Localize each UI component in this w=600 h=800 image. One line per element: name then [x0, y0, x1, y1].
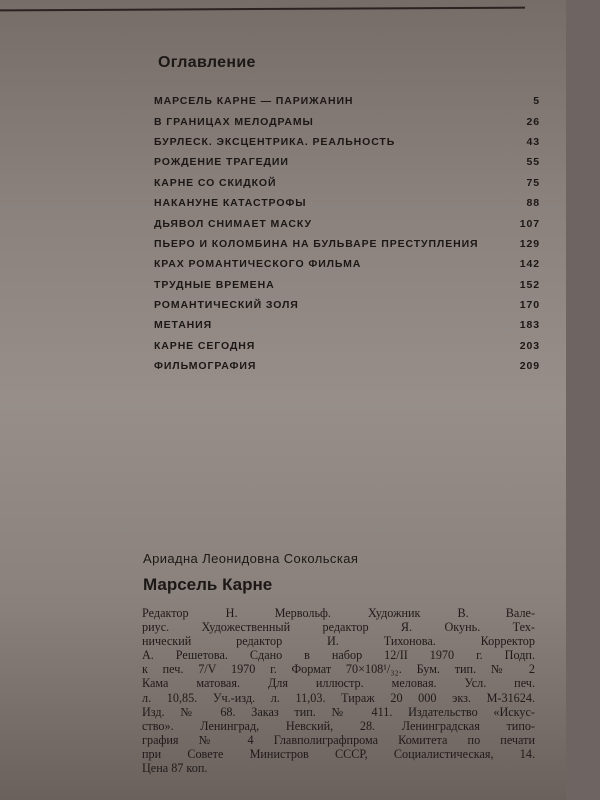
- toc-entry-page: 129: [519, 237, 540, 250]
- toc-entry-title: РОЖДЕНИЕ ТРАГЕДИИ: [154, 156, 289, 169]
- imprint-line: графия № 4 Главполиграфпрома Комитета по печати: [142, 732, 535, 747]
- imprint-line: нический редактор И. Тихонова. Корректор: [142, 634, 535, 649]
- toc-entry-title: ТРУДНЫЕ ВРЕМЕНА: [154, 278, 275, 291]
- toc-entry-page: 152: [519, 278, 540, 291]
- toc-heading: Оглавление: [158, 54, 256, 71]
- imprint-line: ство». Ленинград, Невский, 28. Ленинградская типо-: [142, 718, 535, 733]
- toc-entry: [154, 152, 540, 172]
- imprint-line: Кама матовая. Для иллюстр. меловая. Усл. печ.: [142, 676, 535, 691]
- toc-entry: [154, 213, 540, 233]
- toc-entry: [154, 336, 540, 356]
- imprint-line: к печ. 7/V 1970 г. Формат 70×108¹/₃₂. Бум. тип. № 2: [142, 662, 535, 677]
- toc-entry: [154, 275, 540, 295]
- toc-entry: [154, 295, 540, 315]
- toc-entry-title: НАКАНУНЕ КАТАСТРОФЫ: [154, 197, 307, 210]
- imprint-line: при Совете Министров СССР, Социалистическая, 14.: [142, 746, 535, 761]
- toc-entry-title: ДЬЯВОЛ СНИМАЕТ МАСКУ: [154, 217, 312, 230]
- toc-entry: [154, 356, 540, 376]
- toc-entry: [154, 254, 540, 274]
- author-name: Ариадна Леонидовна Сокольская: [143, 551, 359, 566]
- toc-entry-title: БУРЛЕСК. ЭКСЦЕНТРИКА. РЕАЛЬНОСТЬ: [154, 135, 396, 148]
- toc-entry-page: 88: [526, 197, 540, 210]
- table-of-contents: [154, 91, 540, 376]
- toc-entry-title: РОМАНТИЧЕСКИЙ ЗОЛЯ: [154, 299, 299, 312]
- toc-entry: [154, 91, 540, 111]
- toc-entry-page: 170: [519, 299, 540, 312]
- toc-entry-title: КАРНЕ СЕГОДНЯ: [154, 339, 256, 352]
- page-top-edge-line: [0, 7, 525, 12]
- toc-entry-title: ФИЛЬМОГРАФИЯ: [154, 360, 257, 373]
- toc-entry-page: 5: [533, 95, 540, 108]
- toc-entry: [154, 173, 540, 193]
- imprint-line: Изд. № 68. Заказ тип. № 411. Издательство «Искус-: [142, 704, 535, 719]
- toc-entry-title: ПЬЕРО И КОЛОМБИНА НА БУЛЬВАРЕ ПРЕСТУПЛЕНИЯ: [154, 237, 479, 250]
- toc-entry-page: 75: [526, 176, 540, 189]
- toc-entry-page: 203: [519, 339, 540, 352]
- imprint-line: А. Решетова. Сдано в набор 12/II 1970 г. Подп.: [142, 648, 535, 663]
- toc-entry-title: КАРНЕ СО СКИДКОЙ: [154, 176, 277, 189]
- toc-entry-page: 183: [519, 319, 540, 332]
- imprint-price-line: Цена 87 коп.: [142, 761, 208, 776]
- imprint-line: Редактор Н. Мервольф. Художник В. Вале-: [142, 606, 535, 620]
- imprint-block: [142, 606, 535, 775]
- toc-entry: [154, 132, 540, 152]
- toc-entry-title: МАРСЕЛЬ КАРНЕ — ПАРИЖАНИН: [154, 95, 354, 108]
- imprint-line: л. 10,85. Уч.-изд. л. 11,03. Тираж 20 000 экз. М-31624.: [142, 690, 535, 705]
- next-page-edge: [566, 0, 600, 800]
- toc-entry: [154, 234, 540, 254]
- toc-entry: [154, 315, 540, 335]
- imprint-line: риус. Художественный редактор Я. Окунь. Тех-: [142, 620, 535, 635]
- toc-entry-page: 55: [526, 156, 540, 169]
- toc-entry-title: МЕТАНИЯ: [154, 319, 213, 332]
- toc-entry: [154, 111, 540, 131]
- toc-entry-page: 26: [526, 115, 540, 128]
- toc-entry-page: 43: [526, 135, 540, 148]
- toc-entry-page: 107: [519, 217, 540, 230]
- book-title: Марсель Карне: [143, 575, 273, 594]
- toc-entry: [154, 193, 540, 213]
- toc-entry-page: 142: [519, 258, 540, 271]
- toc-entry-title: В ГРАНИЦАХ МЕЛОДРАМЫ: [154, 115, 314, 128]
- toc-entry-title: КРАХ РОМАНТИЧЕСКОГО ФИЛЬМА: [154, 258, 362, 271]
- toc-entry-page: 209: [519, 360, 540, 373]
